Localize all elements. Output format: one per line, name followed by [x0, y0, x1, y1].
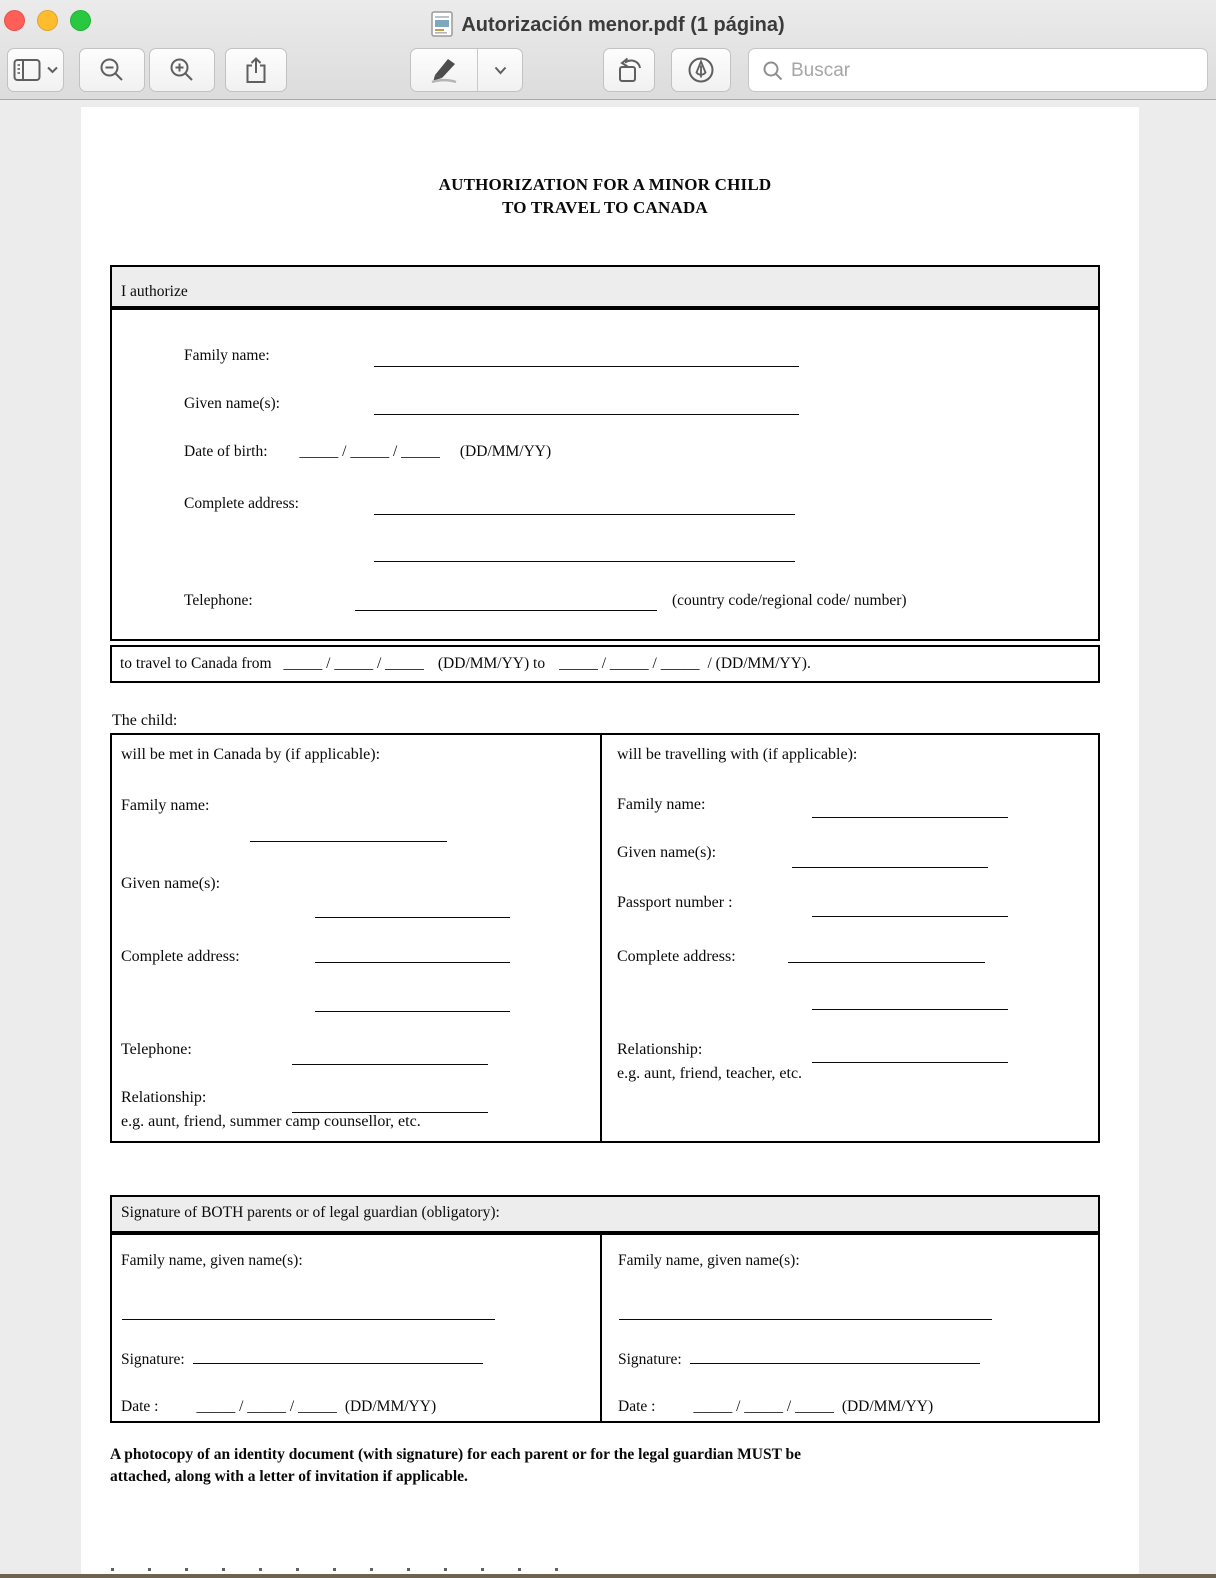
travel-mid: (DD/MM/YY) to: [437, 655, 546, 672]
chevron-down-icon: [494, 66, 507, 75]
travel-prefix: to travel to Canada from: [120, 655, 272, 672]
travelling-relationship-example: e.g. aunt, friend, teacher, etc.: [617, 1065, 803, 1082]
date-format-hint: (DD/MM/YY): [344, 1398, 437, 1415]
date-format-hint: (DD/MM/YY): [841, 1398, 934, 1415]
sidebar-button[interactable]: [7, 48, 64, 92]
blank-line: [374, 413, 799, 415]
blank-line: [619, 1318, 992, 1320]
travelling-address-label: Complete address:: [617, 948, 736, 965]
date-blanks: _____ / _____ / _____: [559, 655, 700, 672]
blank-line: [812, 816, 1008, 818]
photocopy-note-line1: A photocopy of an identity document (with signature) for each parent or for the legal guardian MUST be: [110, 1446, 802, 1463]
travelling-relationship-label: Relationship:: [617, 1041, 703, 1058]
sidebar-icon: [13, 58, 43, 82]
child-box: [110, 733, 1100, 1143]
travelling-passport-label: Passport number :: [617, 894, 733, 911]
rotate-left-button[interactable]: [603, 48, 655, 92]
screen-bottom-edge: [0, 1574, 1216, 1578]
markup-toolbar-button[interactable]: [671, 48, 731, 92]
blank-line: [812, 1008, 1008, 1010]
family-name-label: Family name:: [184, 347, 270, 364]
blank-line: [315, 916, 510, 918]
clipped-text-fragment: [111, 1568, 566, 1571]
window-title-text: Autorización menor.pdf (1 página): [461, 14, 785, 36]
signer2-name-label: Family name, given name(s):: [618, 1252, 800, 1269]
telephone-hint: (country code/regional code/ number): [672, 592, 907, 609]
met-by-telephone-label: Telephone:: [121, 1041, 192, 1058]
blank-line: [812, 1061, 1008, 1063]
date-blanks: _____ / _____ / _____: [299, 443, 440, 460]
met-by-given-names-label: Given name(s):: [121, 875, 221, 892]
window-title: [0, 11, 1216, 43]
rotate-left-icon: [614, 57, 644, 84]
date-blanks: _____ / _____ / _____: [196, 1398, 337, 1415]
date-label: Date :: [121, 1398, 159, 1415]
met-by-header: will be met in Canada by (if applicable):: [121, 746, 381, 763]
date-of-birth-row: [184, 443, 551, 461]
zoom-in-icon: [169, 57, 195, 83]
search-icon: [762, 60, 784, 87]
date-blanks: _____ / _____ / _____: [283, 655, 424, 672]
signature-label: Signature:: [618, 1351, 682, 1368]
child-box-divider: [600, 733, 602, 1143]
blank-line: [690, 1350, 980, 1364]
document-title: [110, 173, 1100, 219]
blank-line: [292, 1063, 488, 1065]
markup-pen-icon: [429, 56, 459, 84]
photocopy-note-line2: attached, along with a letter of invitation if applicable.: [110, 1468, 468, 1485]
markup-pen-dropdown[interactable]: [478, 49, 522, 91]
travelling-given-names-label: Given name(s):: [617, 844, 717, 861]
signer1-signature-row: [121, 1350, 483, 1369]
blank-line: [792, 866, 988, 868]
signature-label: Signature:: [121, 1351, 185, 1368]
blank-line: [374, 560, 795, 562]
met-by-family-name-label: Family name:: [121, 797, 210, 814]
document-title-line1: AUTHORIZATION FOR A MINOR CHILD: [438, 175, 772, 194]
share-button[interactable]: [225, 48, 287, 92]
travelling-family-name-label: Family name:: [617, 796, 706, 813]
met-by-relationship-label: Relationship:: [121, 1089, 207, 1106]
authorize-header-label: I authorize: [121, 283, 188, 300]
markup-pen-button[interactable]: [410, 48, 523, 92]
zoom-in-button[interactable]: [149, 48, 215, 92]
signature-header-label: Signature of BOTH parents or of legal guardian (obligatory):: [121, 1204, 500, 1221]
blank-line: [788, 961, 985, 963]
signer2-date-row: [618, 1398, 933, 1416]
blank-line: [193, 1350, 483, 1364]
search-input[interactable]: [789, 49, 1203, 93]
zoom-out-button[interactable]: [79, 48, 145, 92]
date-of-birth-label: Date of birth:: [184, 443, 268, 460]
window-titlebar: [0, 0, 1216, 100]
travelling-with-header: will be travelling with (if applicable):: [617, 746, 858, 763]
date-format-hint: (DD/MM/YY): [459, 443, 552, 460]
blank-line: [812, 915, 1008, 917]
signer2-signature-row: [618, 1350, 980, 1369]
pdf-document-icon: [431, 11, 453, 43]
blank-line: [315, 961, 510, 963]
chevron-down-icon: [47, 66, 58, 74]
photocopy-note: [110, 1444, 955, 1488]
signer1-date-row: [121, 1398, 436, 1416]
markup-toolbar-icon: [687, 56, 715, 84]
blank-line: [374, 513, 795, 515]
complete-address-label: Complete address:: [184, 495, 299, 512]
authorize-header-box: [110, 265, 1100, 308]
blank-line: [315, 1010, 510, 1012]
markup-pen-segment[interactable]: [411, 49, 477, 91]
share-icon: [244, 56, 268, 84]
document-title-line2: TO TRAVEL TO CANADA: [502, 198, 708, 217]
blank-line: [250, 840, 447, 842]
met-by-relationship-example: e.g. aunt, friend, summer camp counsellor, etc.: [121, 1113, 421, 1130]
blank-line: [355, 609, 657, 611]
travel-dates-row: [120, 655, 811, 673]
pdf-page: [81, 107, 1139, 1578]
travel-suffix: / (DD/MM/YY).: [707, 655, 811, 672]
met-by-address-label: Complete address:: [121, 948, 240, 965]
zoom-out-icon: [99, 57, 125, 83]
blank-line: [122, 1318, 495, 1320]
signature-box-divider: [600, 1233, 602, 1423]
pdf-view-background: [0, 100, 1216, 1578]
search-field[interactable]: [748, 48, 1208, 92]
given-names-label: Given name(s):: [184, 395, 280, 412]
telephone-label: Telephone:: [184, 592, 253, 609]
date-label: Date :: [618, 1398, 656, 1415]
date-blanks: _____ / _____ / _____: [693, 1398, 834, 1415]
signer1-name-label: Family name, given name(s):: [121, 1252, 303, 1269]
blank-line: [374, 365, 799, 367]
child-intro-label: The child:: [112, 712, 178, 729]
